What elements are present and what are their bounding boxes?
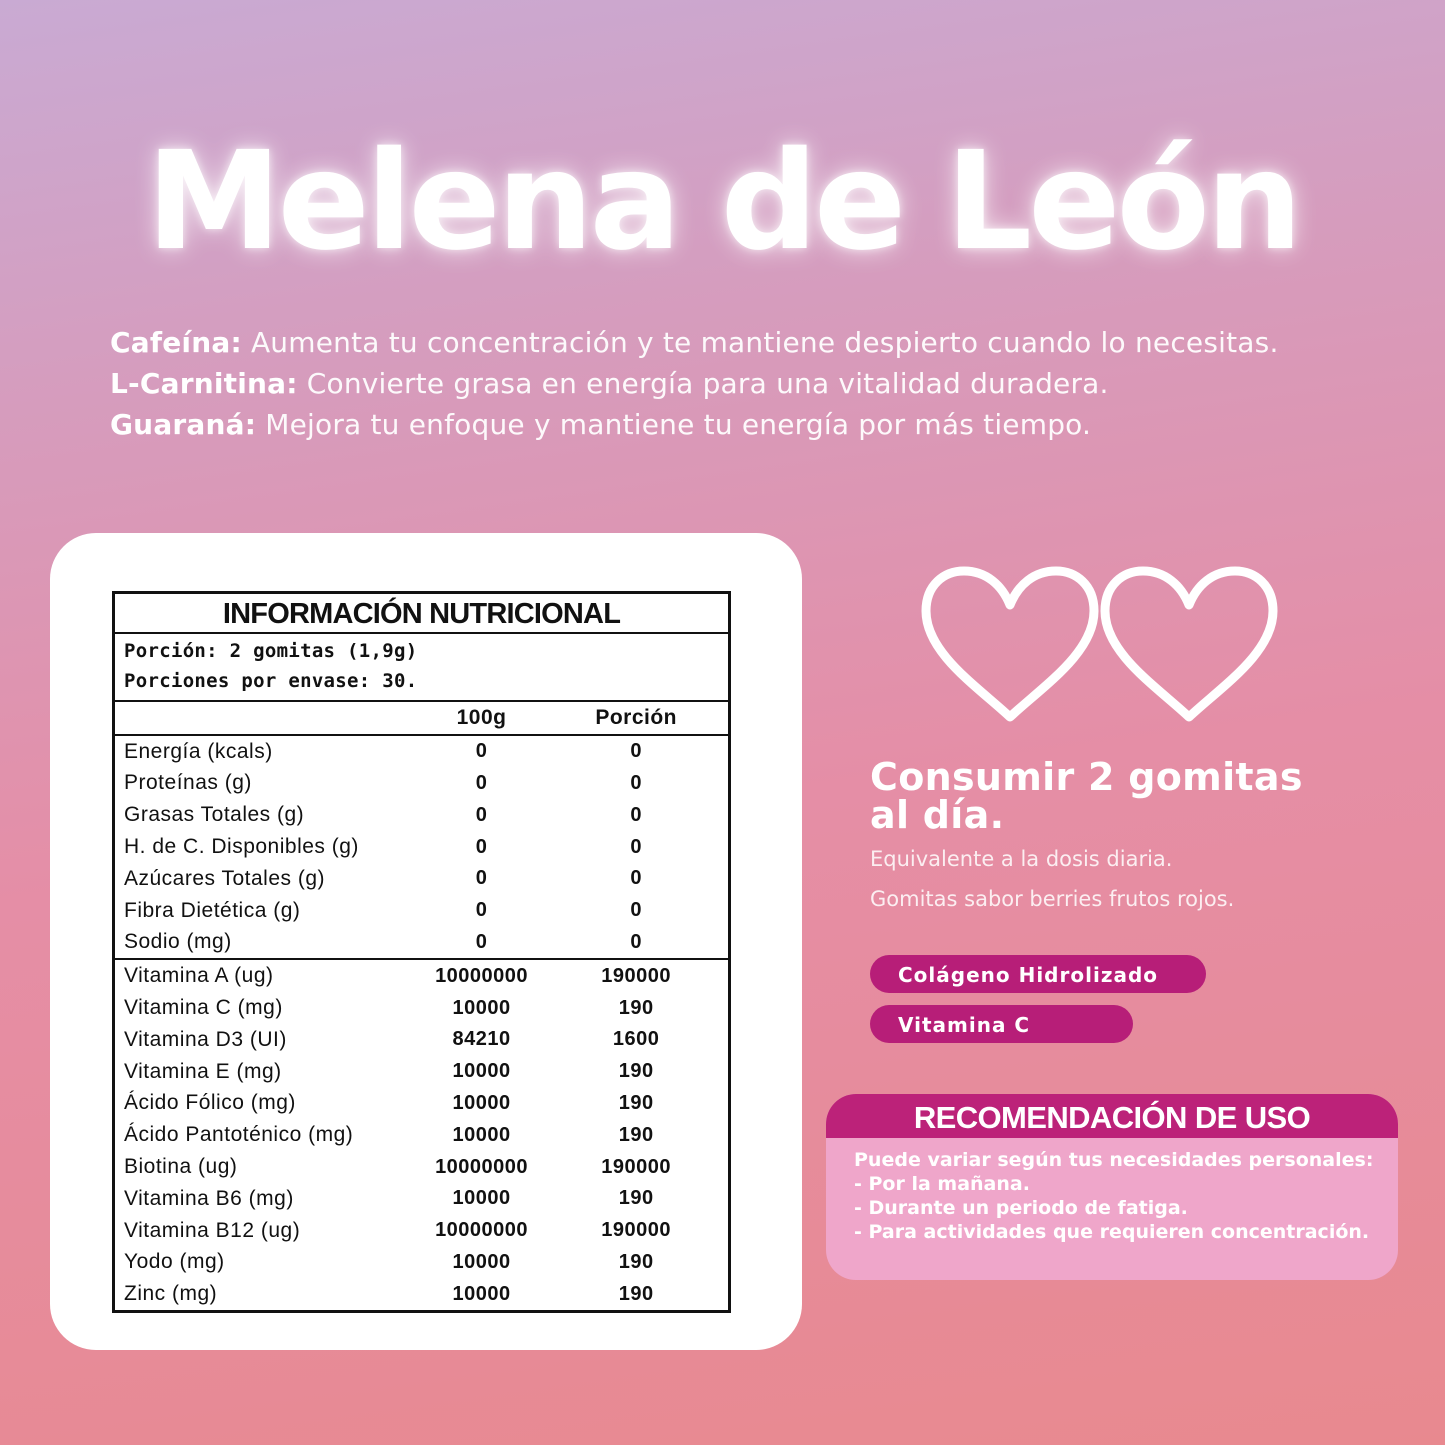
nutrient-row (115, 1088, 728, 1120)
nutrient-row (115, 960, 728, 992)
nutrient-value-portion: 0 (630, 930, 642, 953)
nutrient-value-portion: 190 (618, 1250, 654, 1273)
nutrition-section-vitamins (115, 960, 728, 1310)
nutrient-name: Ácido Fólico (mg) (124, 1091, 296, 1115)
nutrient-value-portion: 190 (618, 1091, 654, 1114)
nutrient-value-portion: 0 (630, 771, 642, 794)
nutrient-value-portion: 190 (618, 996, 654, 1019)
nutrient-row (115, 992, 728, 1024)
nutrient-value-portion: 190 (618, 1123, 654, 1146)
recommendation-title: RECOMENDACIÓN DE USO (826, 1094, 1398, 1138)
recommendation-line: Puede variar según tus necesidades personales: (854, 1149, 1374, 1171)
nutrient-value-100g: 10000000 (435, 964, 529, 987)
nutrient-name: Vitamina C (mg) (124, 996, 283, 1020)
nutrient-value-portion: 1600 (612, 1028, 660, 1051)
benefit-text: Aumenta tu concentración y te mantiene despierto cuando lo necesitas. (241, 326, 1279, 359)
nutrient-row (115, 1151, 728, 1183)
dose-subtitle-2: Gomitas sabor berries frutos rojos. (870, 887, 1235, 911)
product-title: Melena de León (146, 123, 1299, 281)
tag-vitamina-c: Vitamina C (870, 1005, 1133, 1043)
nutrient-value-100g: 0 (475, 899, 488, 922)
recommendation-body (826, 1138, 1398, 1244)
nutrient-row (115, 1278, 728, 1310)
benefit-name: Guaraná: (110, 408, 257, 441)
nutrient-value-portion: 190 (618, 1282, 654, 1305)
nutrient-row (115, 1119, 728, 1151)
nutrient-value-portion: 190000 (601, 1155, 672, 1178)
nutrient-value-portion: 0 (630, 835, 642, 858)
nutrient-value-100g: 10000 (452, 1282, 511, 1305)
nutrient-name: Vitamina B6 (mg) (124, 1186, 294, 1210)
nutrient-row (115, 1024, 728, 1056)
nutrient-name: Fibra Dietética (g) (124, 898, 301, 922)
nutrient-value-100g: 10000 (452, 1123, 511, 1146)
hearts-icon (918, 565, 1283, 730)
nutrient-value-100g: 10000 (452, 1187, 511, 1210)
recommendation-box (826, 1094, 1398, 1280)
nutrient-name: Grasas Totales (g) (124, 803, 305, 827)
column-header-100g: 100g (456, 705, 507, 729)
benefits-list (110, 322, 1279, 445)
nutrient-row (115, 1056, 728, 1088)
nutrient-name: Ácido Pantoténico (mg) (124, 1123, 354, 1147)
nutrient-name: Vitamina E (mg) (124, 1059, 282, 1083)
nutrient-name: Azúcares Totales (g) (124, 866, 326, 890)
benefit-name: L-Carnitina: (110, 367, 298, 400)
dose-title: Consumir 2 gomitas al día. (870, 755, 1303, 837)
nutrient-value-portion: 0 (630, 899, 642, 922)
nutrient-value-portion: 190 (618, 1187, 654, 1210)
nutrient-value-100g: 0 (475, 835, 488, 858)
nutrient-row (115, 768, 728, 800)
nutrition-label (112, 591, 731, 1313)
nutrient-value-100g: 10000000 (435, 1219, 529, 1242)
recommendation-line: - Durante un periodo de fatiga. (854, 1197, 1188, 1219)
nutrient-value-100g: 10000000 (435, 1155, 529, 1178)
recommendation-line: - Para actividades que requieren concentración. (854, 1221, 1370, 1243)
column-header-portion: Porción (595, 705, 678, 729)
benefit-name: Cafeína: (110, 326, 242, 359)
nutrient-name: Vitamina B12 (ug) (124, 1218, 301, 1242)
nutrient-value-portion: 190 (618, 1060, 654, 1083)
nutrient-value-100g: 10000 (452, 1250, 511, 1273)
nutrient-value-portion: 190000 (601, 964, 672, 987)
servings-per-container: Porciones por envase: 30. (124, 670, 418, 692)
nutrition-title: INFORMACIÓN NUTRICIONAL (115, 594, 728, 634)
nutrient-row (115, 1215, 728, 1247)
nutrient-name: Sodio (mg) (124, 930, 232, 954)
nutrient-name: Energía (kcals) (124, 739, 273, 763)
nutrient-name: Proteínas (g) (124, 771, 252, 795)
nutrient-value-portion: 0 (630, 867, 642, 890)
heart-outline-icon (1105, 571, 1273, 717)
nutrient-value-portion: 0 (630, 803, 642, 826)
nutrient-value-100g: 0 (475, 771, 488, 794)
nutrient-name: H. de C. Disponibles (g) (124, 835, 359, 859)
portion-size: Porción: 2 gomitas (1,9g) (124, 640, 418, 662)
nutrient-name: Yodo (mg) (124, 1250, 225, 1274)
tag-colageno-hidrolizado: Colágeno Hidrolizado (870, 955, 1206, 993)
nutrient-row (115, 1183, 728, 1215)
nutrient-value-100g: 10000 (452, 1060, 511, 1083)
dose-subtitle-1: Equivalente a la dosis diaria. (870, 847, 1173, 871)
nutrient-row (115, 736, 728, 768)
nutrient-value-100g: 0 (475, 867, 488, 890)
heart-outline-icon (926, 571, 1094, 717)
benefit-text: Convierte grasa en energía para una vitalidad duradera. (297, 367, 1109, 400)
portion-info (115, 634, 728, 702)
nutrition-section-macros (115, 736, 728, 961)
nutrient-name: Vitamina D3 (UI) (124, 1027, 287, 1051)
nutrition-card (50, 533, 802, 1350)
nutrition-header-row (115, 702, 728, 736)
recommendation-line: - Por la mañana. (854, 1173, 1030, 1195)
benefit-l-carnitina (110, 363, 1279, 404)
nutrient-value-100g: 10000 (452, 996, 511, 1019)
nutrient-name: Vitamina A (ug) (124, 964, 274, 988)
nutrient-row (115, 895, 728, 927)
nutrient-value-portion: 190000 (601, 1219, 672, 1242)
nutrient-value-100g: 0 (475, 803, 488, 826)
benefit-cafeina (110, 322, 1279, 363)
nutrient-row (115, 831, 728, 863)
nutrient-row (115, 1247, 728, 1279)
nutrient-value-100g: 10000 (452, 1091, 511, 1114)
nutrient-row (115, 799, 728, 831)
nutrient-value-100g: 0 (475, 930, 488, 953)
nutrient-value-portion: 0 (630, 740, 642, 763)
nutrient-name: Zinc (mg) (124, 1282, 218, 1306)
nutrient-name: Biotina (ug) (124, 1155, 238, 1179)
nutrient-row (115, 863, 728, 895)
nutrient-value-100g: 0 (475, 740, 488, 763)
benefit-text: Mejora tu enfoque y mantiene tu energía por más tiempo. (256, 408, 1092, 441)
benefit-guarana (110, 404, 1279, 445)
nutrient-value-100g: 84210 (452, 1028, 511, 1051)
nutrient-row (115, 927, 728, 959)
